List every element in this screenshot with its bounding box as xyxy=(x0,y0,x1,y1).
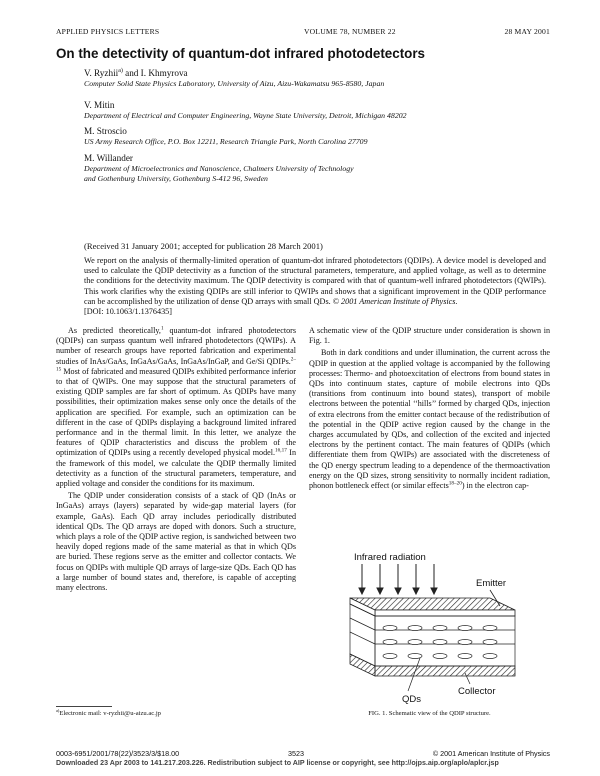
text-run: Both in dark conditions and under illumination, the current across the QDIP in question at the applied voltage is accompanied by the following processes: Thermo- and photoexcitation of electrons from bound states in QDs into continuum states, capture of mobile electrons into QDs (transitions from continuum into bound states), transport of mobile electrons between the potential ‘‘hills’’ formed by charged QDs, injection of extra electrons from the emitter contact because of the redistribution of the potential in the QDIP active region caused by the change in the charges accumulated by QDs, and collection of the excited and injected electrons by the pertinent contact. The main features of QDIPs (which differentiate them from QWIPs) are associated with the discreteness of the QD energy spectrum leading to a dependence of the thermoactivation energy on the QD sizes, strong sensitivity to normally incident radiation, phonon bottleneck effect (or similar effects xyxy=(309,348,550,491)
issue-date: 28 MAY 2001 xyxy=(504,27,550,36)
footnote xyxy=(56,707,296,717)
author-names xyxy=(84,67,554,79)
quantum-dots xyxy=(383,626,497,659)
text-run: In the framework of this model, we calculate the QDIP thermally limited detectivity as a function of the structural parameters, temperature, and applied voltage and consider the conditions for its maximum. xyxy=(56,448,297,489)
article-code: 0003-6951/2001/78(22)/3523/3/$18.00 xyxy=(56,749,180,758)
text-run: Most of fabricated and measured QDIPs exhibited performance inferior to that of QWIPs. One may suppose that the structural parameters of existing QDIP samples are far short of optimum. As QDIPs have many possibilities, their optimization makes sense only once the details of the application are specified. For example, such an optimization can be different in the case of QDIPs displaying a background limited infrared performance and in the thermal limit. In this letter, we analyze the features of QDIP characteristics and discuss the problem of the optimization of QDIPs using a recently developed physical model. xyxy=(56,366,296,458)
author-affiliation: Department of Electrical and Computer Engineering, Wayne State University, Detroit, Michigan 48202 xyxy=(84,111,407,120)
paper-title: On the detectivity of quantum-dot infrared photodetectors xyxy=(56,46,425,61)
paragraph: A schematic view of the QDIP structure under consideration is shown in Fig. 1. xyxy=(309,326,550,346)
text-run: ) in the electron cap- xyxy=(461,481,529,491)
text-run: quantum-dot infrared photodetectors (QDIPs) can surpass quantum well infrared photodetectors (QWIPs). A number of research groups have reported fabrication and experimental studies of InAs/GaAs, InGaAs/GaAs, InGaAs/InGaP, and Ge/Si QDIPs. xyxy=(56,326,296,366)
figure-caption: FIG. 1. Schematic view of the QDIP structure. xyxy=(368,710,491,717)
author-name: M. Willander xyxy=(84,153,133,163)
label-infrared-radiation: Infrared radiation xyxy=(354,552,426,563)
body-column-right xyxy=(309,326,550,491)
author-name: V. Ryzhii xyxy=(84,68,119,78)
label-emitter: Emitter xyxy=(476,578,507,589)
paragraph xyxy=(309,348,550,491)
author-affiliation: Department of Microelectronics and Nanoscience, Chalmers University of Technology xyxy=(84,164,354,173)
emitter-contact-top xyxy=(350,598,515,610)
author-affiliation-line2: and Gothenburg University, Gothenburg S-412 96, Sweden xyxy=(84,174,268,183)
doi: [DOI: 10.1063/1.1376435] xyxy=(84,307,173,317)
footnote-text: Electronic mail: v-ryzhii@u-aizu.ac.jp xyxy=(59,710,161,717)
author-block-4 xyxy=(84,152,554,184)
page-footer xyxy=(56,749,550,759)
citation: 2–15 xyxy=(56,355,296,373)
label-qds: QDs xyxy=(402,694,421,705)
collector-contact-side xyxy=(350,654,375,676)
footer-copyright: © 2001 American Institute of Physics xyxy=(432,749,550,758)
emitter-contact-front xyxy=(375,610,515,616)
radiation-arrows xyxy=(359,564,437,594)
author-affiliation: US Army Research Office, P.O. Box 12211, Research Triangle Park, North Carolina 27709 xyxy=(84,137,368,146)
label-collector: Collector xyxy=(458,686,496,697)
footnote-rule xyxy=(56,706,112,707)
author-name: V. Mitin xyxy=(84,100,115,110)
author-name: M. Stroscio xyxy=(84,126,127,136)
abstract-text: We report on the analysis of thermally-limited operation of quantum-dot infrared photodetectors (QDIPs). A device model is developed and used to calculate the QDIP detectivity as a function of the structural parameters, temperature, and applied voltage, as well as to determine the conditions for the detectivity maximum. The QDIP detectivity is compared with that of quantum-well infrared photodetectors (QWIPs). This work clarifies why the existing QDIPs are still inferior to QWIPs and shows that a significant improvement in the QDIP performance can be accomplished by the utilization of dense QD arrays with small QDs. xyxy=(84,256,546,306)
abstract-copyright: © 2001 American Institute of Physics. xyxy=(332,296,458,306)
footnote-marker: a) xyxy=(56,707,60,713)
paragraph xyxy=(56,326,296,489)
qdip-schematic xyxy=(340,548,540,706)
download-notice: Downloaded 23 Apr 2003 to 141.217.203.226. Redistribution subject to AIP license or copyright, see http://ojps.aip.org/aplo/aplcr.jsp xyxy=(56,759,499,767)
citation: 1 xyxy=(160,325,164,332)
collector-contact-front xyxy=(375,666,515,676)
author-block-2 xyxy=(84,99,554,121)
author-block-3 xyxy=(84,125,554,147)
body-column-left xyxy=(56,326,296,593)
author-affiliation: Computer Solid State Physics Laboratory, University of Aizu, Aizu-Wakamatsu 965-8580, Japan xyxy=(84,79,385,88)
received-dates: (Received 31 January 2001; accepted for publication 28 March 2001) xyxy=(84,241,323,251)
footnote-marker: a) xyxy=(118,67,123,74)
author-block-1 xyxy=(84,67,554,89)
citation: 16,17 xyxy=(275,447,287,454)
volume-number: VOLUME 78, NUMBER 22 xyxy=(304,27,396,36)
paragraph: The QDIP under consideration consists of a stack of QD (InAs or InGaAs) arrays (layers) separated by wide-gap material layers (for example, GaAs). Each QD array includes periodically distributed identical QDs. The QD arrays are doped with donors. Such a structure, which plays a role of the QDIP active region, is sandwiched between two heavily doped regions made of the same material as that in which QDs are buried. These regions serve as the emitter and collector contacts. We focus on QDIPs with multiple QD arrays of large-size QDs. Each QD has a large number of bound states and, therefore, is capable of accepting many electrons. xyxy=(56,491,296,593)
abstract xyxy=(84,256,546,317)
author-name-suffix: and I. Khmyrova xyxy=(122,68,188,78)
running-header xyxy=(56,27,550,39)
citation: 18–20 xyxy=(448,480,462,487)
journal-name: APPLIED PHYSICS LETTERS xyxy=(56,27,160,36)
page-number: 3523 xyxy=(288,749,304,758)
text-run: As predicted theoretically, xyxy=(68,326,161,335)
figure-1 xyxy=(340,548,540,706)
